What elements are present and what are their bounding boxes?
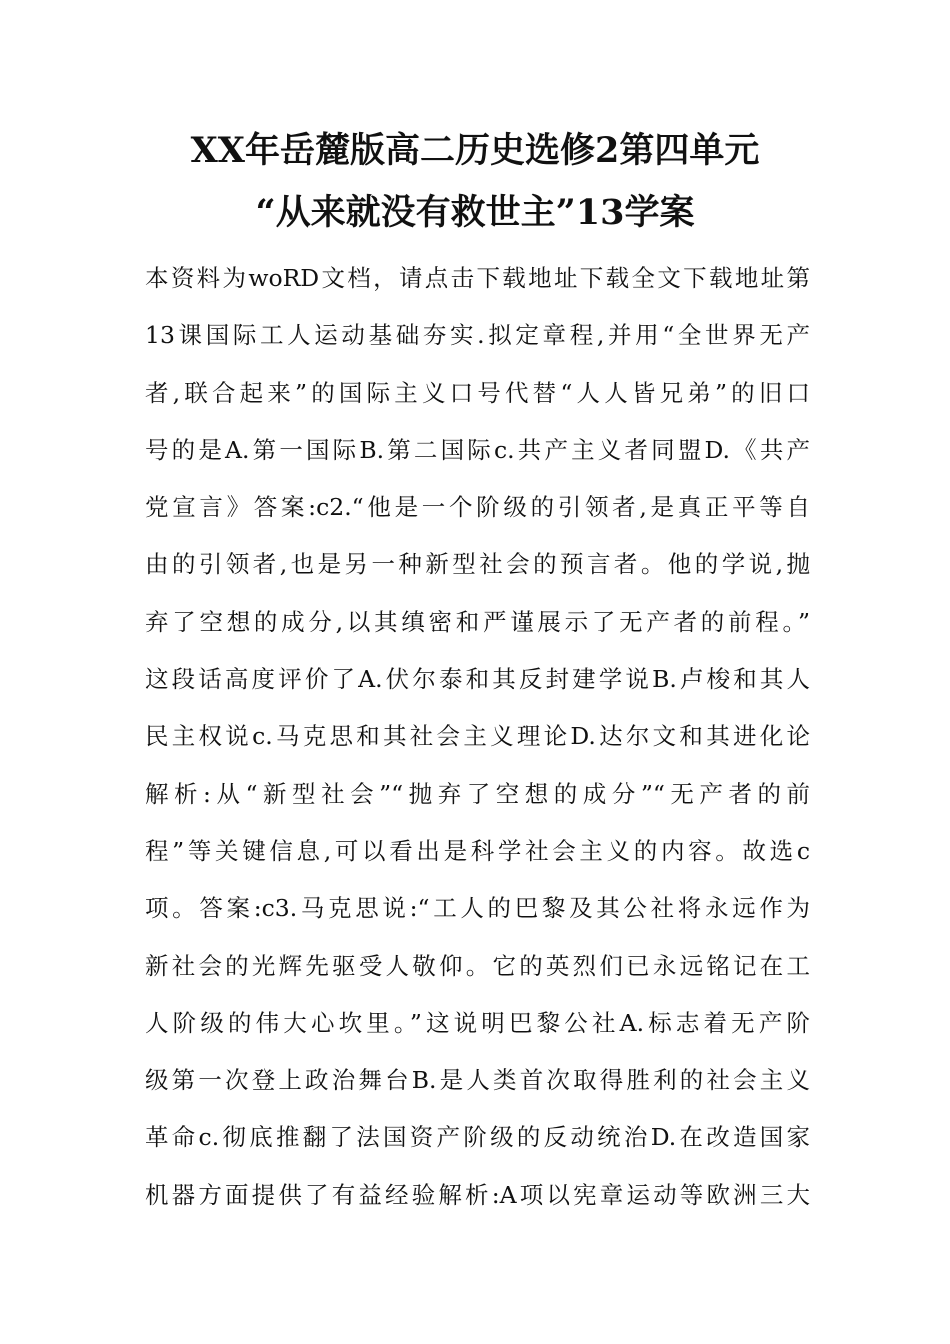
body-line: 弃了空想的成分,以其缜密和严谨展示了无产者的前程。” xyxy=(145,607,810,636)
body-line: 新社会的光辉先驱受人敬仰。它的英烈们已永远铭记在工 xyxy=(145,951,810,980)
body-line: 这段话高度评价了A.伏尔泰和其反封建学说B.卢梭和其人 xyxy=(145,665,810,694)
body-line: 本资料为woRD文档，请点击下载地址下载全文下载地址第 xyxy=(145,264,810,292)
body-line: 机器方面提供了有益经验解析:A项以宪章运动等欧洲三大 xyxy=(145,1180,810,1209)
body-line: 解析:从“新型社会”“抛弃了空想的成分”“无产者的前 xyxy=(145,779,810,808)
body-line: 项。答案:c3.马克思说:“工人的巴黎及其公社将永远作为 xyxy=(145,894,810,923)
body-line: 民主权说c.马克思和其社会主义理论D.达尔文和其进化论 xyxy=(145,722,810,751)
document-body xyxy=(145,250,810,1224)
body-line: 党宣言》答案:c2.“他是一个阶级的引领者,是真正平等自 xyxy=(145,493,810,522)
body-line: 人阶级的伟大心坎里。”这说明巴黎公社A.标志着无产阶 xyxy=(145,1008,810,1037)
body-line: 革命c.彻底推翻了法国资产阶级的反动统治D.在改造国家 xyxy=(145,1123,810,1152)
body-line: 者,联合起来”的国际主义口号代替“人人皆兄弟”的旧口 xyxy=(145,378,810,407)
body-line: 13课国际工人运动基础夯实.拟定章程,并用“全世界无产 xyxy=(145,321,810,350)
body-line: 级第一次登上政治舞台B.是人类首次取得胜利的社会主义 xyxy=(145,1066,810,1095)
body-line: 号的是A.第一国际B.第二国际c.共产主义者同盟D.《共产 xyxy=(145,435,810,464)
title-line-2: “从来就没有救世主”13学案 xyxy=(255,192,695,233)
body-line: 程”等关键信息,可以看出是科学社会主义的内容。故选c xyxy=(145,836,810,865)
title-line-1: XX年岳麓版高二历史选修2第四单元 xyxy=(190,130,760,171)
body-line: 由的引领者,也是另一种新型社会的预言者。他的学说,抛 xyxy=(145,550,810,579)
document-title xyxy=(100,120,850,244)
